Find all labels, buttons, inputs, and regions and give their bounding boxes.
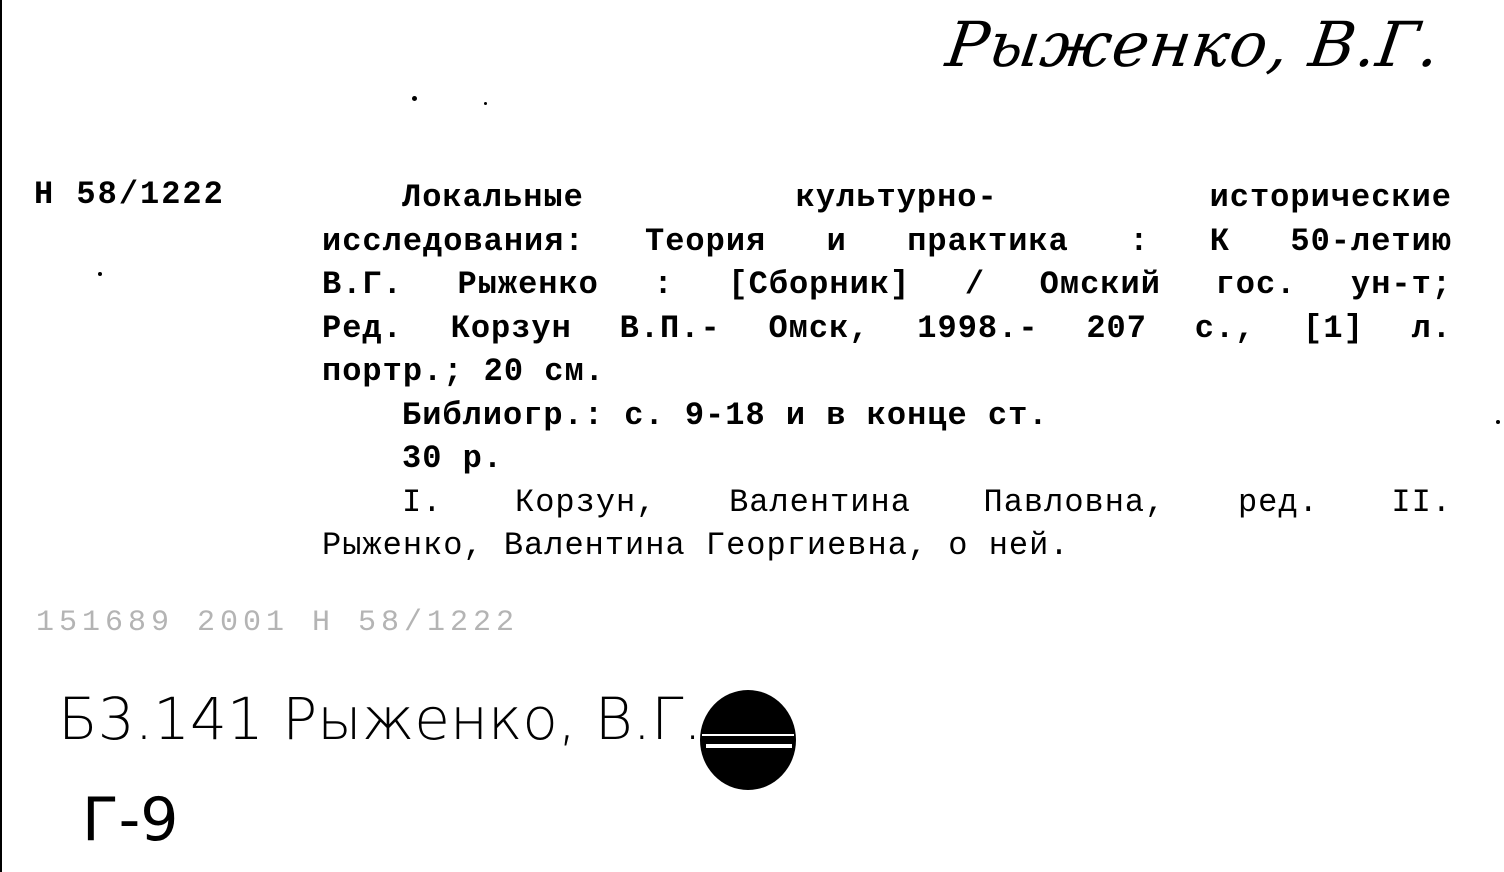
handwritten-classification: Б3.141 Рыженко, В.Г.: [58, 685, 702, 753]
ink-speck: [1496, 420, 1500, 424]
title-line-3: В.Г. Рыженко : [Сборник] / Омский гос. ун-т;: [322, 266, 1452, 303]
call-number: Н 58/1222: [34, 176, 225, 213]
ink-speck: [98, 272, 102, 276]
ink-speck: [484, 102, 487, 105]
bibliography-note: Библиогр.: с. 9-18 и в конце ст.: [402, 396, 1049, 434]
title-line-5: портр.; 20 см.: [322, 353, 605, 390]
price: 30 р.: [402, 440, 504, 477]
title-line-4: Ред. Корзун В.П.- Омск, 1998.- 207 с., [1] л.: [322, 309, 1452, 347]
ink-blot-stamp: [698, 690, 798, 792]
bibliographic-entry: [322, 176, 1452, 568]
tracings-line-2: Рыженко, Валентина Георгиевна, о ней.: [322, 527, 1070, 564]
handwritten-header: Рыженко, В.Г.: [941, 8, 1446, 81]
ink-speck: [412, 96, 417, 101]
handwritten-mark: Г-9: [82, 785, 179, 855]
faint-imprint: 151689 2001 Н 58/1222: [36, 606, 520, 640]
tracings-line-1: I. Корзун, Валентина Павловна, ред. II.: [402, 483, 1452, 521]
title-line-1: Локальные культурно- исторические: [402, 179, 1452, 216]
title-line-2: исследования: Теория и практика : К 50-летию: [322, 222, 1452, 260]
